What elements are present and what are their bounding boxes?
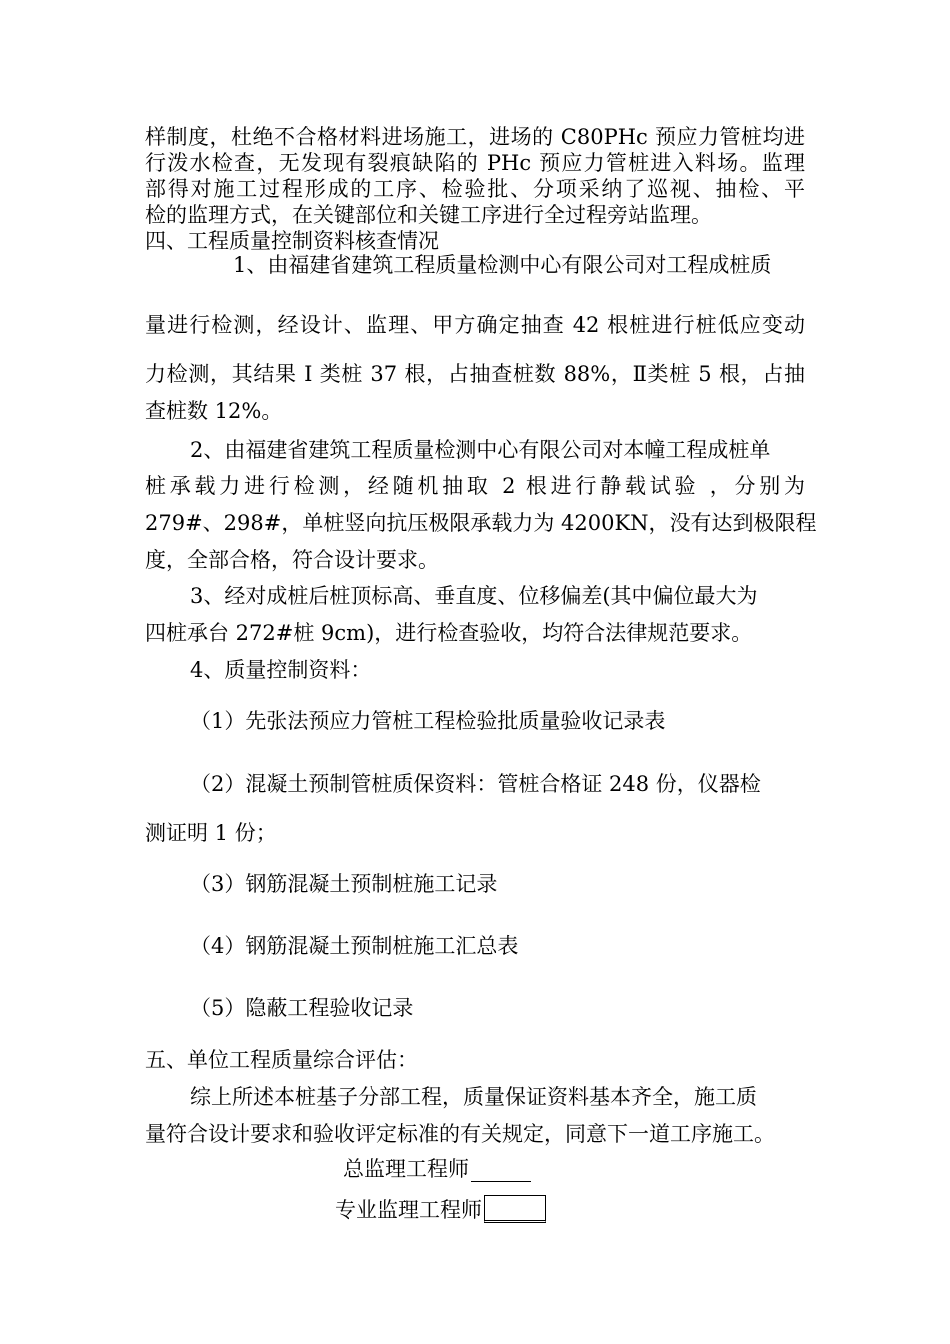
- item-1-line-1: 1、由福建省建筑工程质量检测中心有限公司对工程成桩质: [233, 253, 772, 277]
- specialist-signature-field[interactable]: [484, 1195, 546, 1223]
- conclusion-line-1: 综上所述本桩基子分部工程，质量保证资料基本齐全，施工质: [190, 1085, 757, 1109]
- chief-engineer-label: 总监理工程师: [343, 1157, 469, 1181]
- item-4-heading: 4、质量控制资料：: [190, 658, 372, 682]
- conclusion-line-2: 量符合设计要求和验收评定标准的有关规定，同意下一道工序施工。: [145, 1122, 775, 1146]
- item-1-line-3: 力检测，其结果 I 类桩 37 根，占抽查桩数 88%，Ⅱ类桩 5 根，占抽: [145, 362, 805, 386]
- item-2-line-2: 桩承载力进行检测，经随机抽取 2 根进行静载试验 ，分别为: [145, 474, 805, 498]
- item-4-sub-2-line-2: 测证明 1 份；: [145, 821, 277, 845]
- section-5-heading: 五、单位工程质量综合评估：: [145, 1048, 418, 1072]
- item-3-line-1: 3、经对成桩后桩顶标高、垂直度、位移偏差(其中偏位最大为: [190, 584, 758, 608]
- item-1-line-4: 查桩数 12%。: [145, 399, 283, 423]
- item-2-line-4: 度，全部合格，符合设计要求。: [145, 548, 439, 572]
- intro-line-2: 行泼水检查，无发现有裂痕缺陷的 PHc 预应力管桩进入料场。监理: [145, 151, 805, 175]
- intro-line-4: 检的监理方式，在关键部位和关键工序进行全过程旁站监理。: [145, 203, 712, 227]
- item-2-line-3: 279#、298#，单桩竖向抗压极限承载力为 4200KN，没有达到极限程: [145, 511, 817, 535]
- item-2-line-1: 2、由福建省建筑工程质量检测中心有限公司对本幢工程成桩单: [190, 438, 771, 462]
- intro-line-3: 部得对施工过程形成的工序、检验批、分项采纳了巡视、抽检、平: [145, 177, 805, 201]
- chief-engineer-signature: [343, 1156, 531, 1182]
- item-1-line-2: 量进行检测，经设计、监理、甲方确定抽查 42 根桩进行桩低应变动: [145, 313, 805, 337]
- item-4-sub-5: （5）隐蔽工程验收记录: [190, 996, 414, 1020]
- chief-signature-blank[interactable]: [471, 1159, 531, 1182]
- section-4-heading: 四、工程质量控制资料核查情况: [145, 229, 439, 253]
- intro-line-1: 样制度，杜绝不合格材料进场施工，进场的 C80PHc 预应力管桩均进: [145, 125, 805, 149]
- specialist-engineer-label: 专业监理工程师: [335, 1198, 482, 1222]
- item-4-sub-4: （4）钢筋混凝土预制桩施工汇总表: [190, 934, 519, 958]
- item-4-sub-2-line-1: （2）混凝土预制管桩质保资料：管桩合格证 248 份，仪器检: [190, 772, 761, 796]
- item-3-line-2: 四桩承台 272#桩 9cm)，进行检查验收，均符合法律规范要求。: [145, 621, 753, 645]
- item-4-sub-1: （1）先张法预应力管桩工程检验批质量验收记录表: [190, 709, 666, 733]
- item-4-sub-3: （3）钢筋混凝土预制桩施工记录: [190, 872, 498, 896]
- specialist-engineer-signature: [335, 1195, 546, 1223]
